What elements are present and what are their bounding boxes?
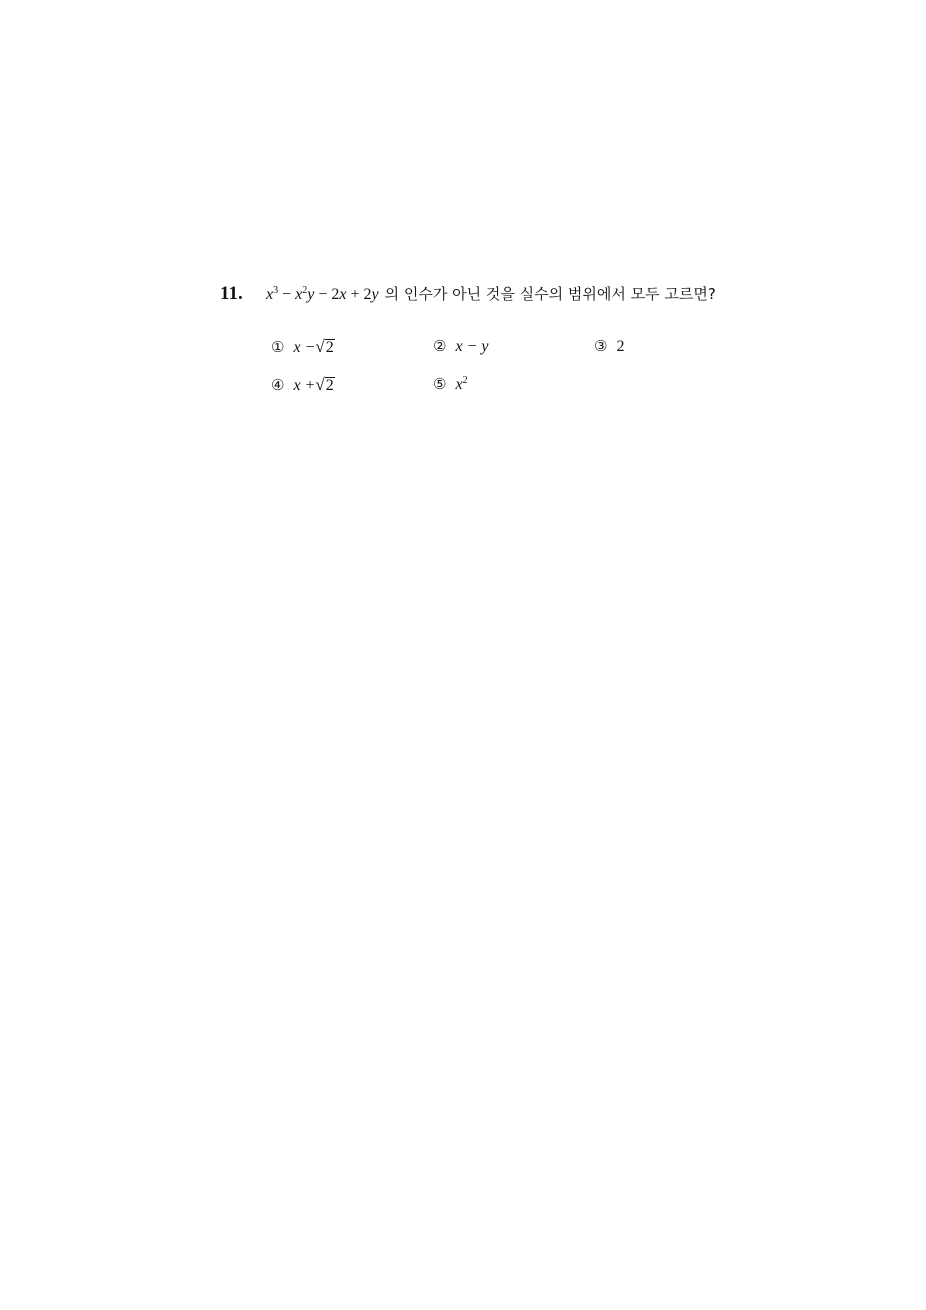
choice-2-text: x − y xyxy=(455,338,489,355)
choice-3-marker: ③ xyxy=(594,337,608,355)
choice-5-exponent: 2 xyxy=(462,375,468,386)
stem-term-1-exponent: 3 xyxy=(273,285,279,296)
question-header xyxy=(220,283,840,305)
choice-5[interactable] xyxy=(433,375,468,394)
stem-term-2-base: x xyxy=(295,286,303,303)
choice-3-text: 2 xyxy=(616,338,625,355)
stem-term-4: y xyxy=(371,286,379,303)
stem-term-2-tail: y xyxy=(307,286,315,303)
stem-term-1-base: x xyxy=(266,286,274,303)
sqrt-symbol: √ xyxy=(315,375,325,394)
choice-2-marker: ② xyxy=(433,337,447,355)
stem-term-3: x xyxy=(339,286,347,303)
choice-1-sqrt xyxy=(315,337,334,357)
stem-operator-3: + 2 xyxy=(346,286,372,303)
question-11 xyxy=(220,283,840,305)
stem-text: 의 인수가 아닌 것을 실수의 범위에서 모두 고르면? xyxy=(384,285,716,303)
choice-1-marker: ① xyxy=(271,338,285,356)
choice-1-radicand: 2 xyxy=(325,339,334,356)
choice-5-base: x xyxy=(455,376,463,393)
choice-4-prefix: x + xyxy=(293,377,316,394)
choice-4-radicand: 2 xyxy=(325,377,334,394)
stem-expression xyxy=(266,286,379,304)
choice-1-prefix: x − xyxy=(293,339,316,356)
stem-term-2-exponent: 2 xyxy=(302,285,308,296)
choice-3[interactable] xyxy=(594,337,624,356)
choice-5-expression xyxy=(455,376,467,394)
sqrt-symbol: √ xyxy=(315,337,325,356)
question-stem xyxy=(266,283,716,304)
choice-5-marker: ⑤ xyxy=(433,375,447,393)
choice-4-marker: ④ xyxy=(271,376,285,394)
choice-2[interactable] xyxy=(433,337,488,356)
choice-4-sqrt xyxy=(315,375,334,395)
stem-operator-2: − 2 xyxy=(314,286,340,303)
stem-operator-1: − xyxy=(278,286,296,303)
choice-1[interactable] xyxy=(271,337,335,357)
choice-4[interactable] xyxy=(271,375,335,395)
question-number: 11. xyxy=(220,283,243,304)
